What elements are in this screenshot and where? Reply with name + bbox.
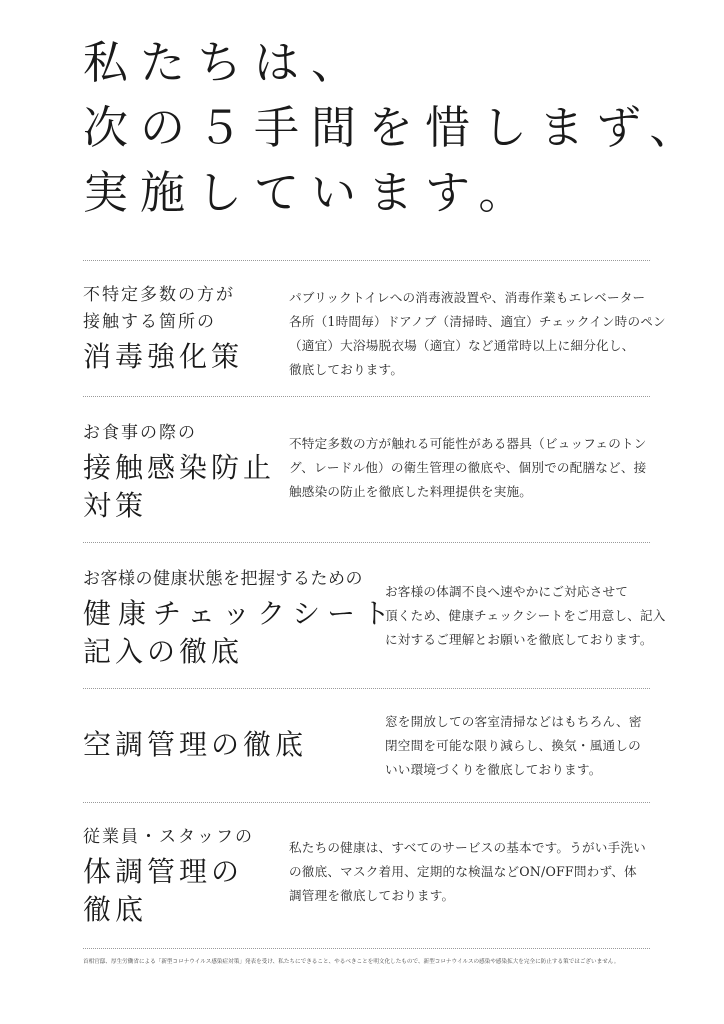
- section-title: 空調管理の徹底: [83, 728, 308, 761]
- section-subtitle: お客様の健康状態を把握するための: [83, 569, 363, 589]
- section-air-conditioning: [83, 710, 650, 790]
- section-heading: [83, 566, 397, 671]
- body-line: 窓を開放しての客室清掃などはもちろん、密: [385, 714, 642, 729]
- section-heading: [83, 282, 243, 376]
- body-line: の徹底、マスク着用、定期的な検温などON/OFF問わず、体: [289, 864, 637, 879]
- divider: [83, 260, 650, 261]
- section-body: [289, 432, 647, 504]
- body-line: お客様の体調不良へ速やかにご対応させて: [385, 584, 629, 599]
- body-line: 触感染の防止を徹底した料理提供を実施。: [289, 484, 533, 499]
- divider: [83, 948, 650, 949]
- section-title: 健康チェックシート: [83, 597, 398, 630]
- section-title: 記入の徹底: [83, 635, 244, 668]
- section-subtitle: 従業員・スタッフの: [83, 827, 254, 847]
- body-line: 各所（1時間毎）ドアノブ（清掃時、適宜）チェックイン時のペン: [289, 314, 666, 329]
- body-line: 頂くため、健康チェックシートをご用意し、記入: [385, 608, 666, 623]
- section-contact-prevention: [83, 420, 650, 530]
- body-line: 私たちの健康は、すべてのサービスの基本です。うがい手洗い: [289, 840, 646, 855]
- section-body: [385, 710, 642, 782]
- divider: [83, 542, 650, 543]
- body-line: 調管理を徹底しております。: [289, 888, 455, 903]
- section-title: 体調管理の: [83, 855, 244, 888]
- body-line: 閉空間を可能な限り減らし、換気・風通しの: [385, 738, 641, 753]
- headline-line-1: 私たちは、: [83, 36, 369, 89]
- section-subtitle: 不特定多数の方が: [83, 285, 235, 305]
- section-heading: [83, 824, 254, 929]
- section-health-check: [83, 566, 666, 676]
- section-heading: [83, 420, 275, 525]
- headline-line-3: 実施しています。: [83, 166, 536, 219]
- divider: [83, 802, 650, 803]
- section-title: 消毒強化策: [83, 340, 244, 373]
- divider: [83, 688, 650, 689]
- section-disinfection: [83, 282, 666, 382]
- headline-line-2: 次の５手間を惜しまず、: [83, 101, 707, 154]
- section-subtitle: 接触する箇所の: [83, 312, 216, 332]
- footnote-disclaimer: 首相官邸、厚生労働省による「新型コロナウイルス感染症対策」発表を受け、私たちにできること、やるべきことを明文化したもので、新型コロナウイルスの感染や感染拡大を完全に防止する策ではございません。: [83, 959, 620, 965]
- body-line: パブリックトイレへの消毒液設置や、消毒作業もエレベーター: [289, 290, 646, 305]
- section-heading: [83, 726, 307, 764]
- body-line: 徹底しております。: [289, 362, 404, 377]
- divider: [83, 396, 650, 397]
- headline: [83, 30, 707, 225]
- body-line: いい環境づくりを徹底しております。: [385, 762, 602, 777]
- section-title: 対策: [83, 489, 148, 522]
- section-body: [289, 286, 666, 382]
- body-line: に対するご理解とお願いを徹底しております。: [385, 632, 653, 647]
- section-body: [289, 836, 646, 908]
- body-line: グ、レードル他）の衛生管理の徹底や、個別での配膳など、接: [289, 460, 647, 475]
- section-title: 徹底: [83, 893, 148, 926]
- section-title: 接触感染防止: [83, 451, 276, 484]
- section-body: [385, 580, 666, 652]
- body-line: （適宜）大浴場脱衣場（適宜）など通常時以上に細分化し、: [289, 338, 635, 353]
- body-line: 不特定多数の方が触れる可能性がある器具（ビュッフェのトン: [289, 436, 647, 451]
- section-staff-health: [83, 824, 650, 934]
- section-subtitle: お食事の際の: [83, 423, 197, 443]
